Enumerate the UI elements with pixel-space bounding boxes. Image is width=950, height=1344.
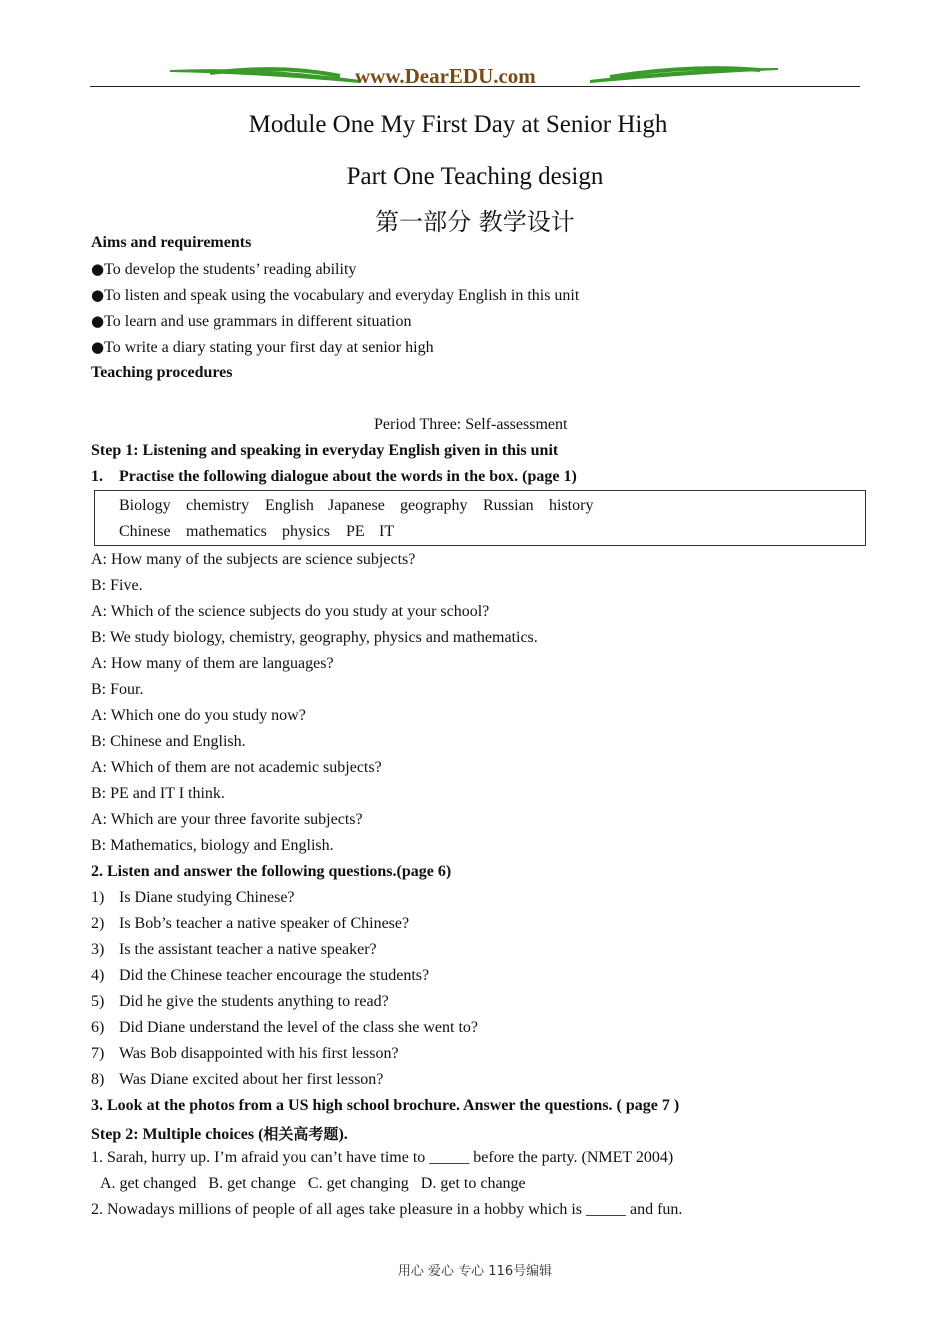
question-item: 7) Was Bob disappointed with his first lesson? <box>91 1045 399 1062</box>
question-item: 5) Did he give the students anything to read? <box>91 993 389 1010</box>
dialogue-line: B: PE and IT I think. <box>91 785 225 802</box>
bullet-icon: ● <box>91 312 105 330</box>
header-logo-text[interactable]: www.DearEDU.com <box>355 64 536 88</box>
question-item: 3) Is the assistant teacher a native speaker? <box>91 941 377 958</box>
subject-word: mathematics <box>186 523 267 540</box>
subject-word: geography <box>400 497 468 514</box>
page-title: Module One My First Day at Senior High <box>248 111 668 138</box>
dialogue-line: A: Which are your three favorite subjects? <box>91 811 363 828</box>
dialogue-line: A: Which of the science subjects do you study at your school? <box>91 603 490 620</box>
page-subtitle-cn: 第一部分 教学设计 <box>375 208 575 236</box>
subject-word: Biology <box>119 497 171 514</box>
step2-heading: Step 2: Multiple choices (相关高考题). <box>91 1125 348 1143</box>
period-title: Period Three: Self-assessment <box>374 416 568 433</box>
procedures-heading: Teaching procedures <box>91 364 233 381</box>
question-item: 4) Did the Chinese teacher encourage the students? <box>91 967 430 984</box>
dialogue-line: B: Four. <box>91 681 144 698</box>
bullet-icon: ● <box>91 338 105 356</box>
task3-heading: 3. Look at the photos from a US high school brochure. Answer the questions. ( page 7 ) <box>91 1097 680 1114</box>
dialogue-line: A: How many of them are languages? <box>91 655 334 672</box>
bullet-icon: ● <box>91 260 105 278</box>
subject-word: IT <box>379 523 395 540</box>
question-item: 6) Did Diane understand the level of the class she went to? <box>91 1019 478 1036</box>
subject-word: physics <box>282 523 330 540</box>
dialogue-line: A: Which of them are not academic subjects? <box>91 759 382 776</box>
dialogue-line: A: How many of the subjects are science subjects? <box>91 551 416 568</box>
subject-word: English <box>265 497 314 514</box>
aims-item: ●To develop the students’ reading ability <box>91 260 357 278</box>
question-item: 8) Was Diane excited about her first lesson? <box>91 1071 384 1088</box>
subject-word: Japanese <box>328 497 385 514</box>
bullet-icon: ● <box>91 286 105 304</box>
mc-question: 1. Sarah, hurry up. I’m afraid you can’t have time to _____ before the party. (NMET 2004) <box>91 1149 674 1166</box>
mc-options: A. get changed B. get change C. get changing D. get to change <box>100 1175 526 1192</box>
header-divider <box>90 86 860 87</box>
dialogue-line: A: Which one do you study now? <box>91 707 306 724</box>
dialogue-line: B: Mathematics, biology and English. <box>91 837 334 854</box>
dialogue-line: B: Five. <box>91 577 143 594</box>
task1-heading: 1. Practise the following dialogue about the words in the box. (page 1) <box>91 468 577 485</box>
subject-word: history <box>549 497 594 514</box>
aims-item: ●To write a diary stating your first day at senior high <box>91 338 434 356</box>
aims-item: ●To listen and speak using the vocabulary and everyday English in this unit <box>91 286 580 304</box>
page-subtitle: Part One Teaching design <box>346 163 604 190</box>
question-item: 1) Is Diane studying Chinese? <box>91 889 295 906</box>
task2-heading: 2. Listen and answer the following questions.(page 6) <box>91 863 452 880</box>
aims-heading: Aims and requirements <box>91 234 252 251</box>
question-item: 2) Is Bob’s teacher a native speaker of Chinese? <box>91 915 410 932</box>
page-footer: 用心 爱心 专心 116号编辑 <box>397 1264 553 1279</box>
dialogue-line: B: We study biology, chemistry, geography, physics and mathematics. <box>91 629 538 646</box>
subject-word: PE <box>346 523 365 540</box>
subject-word: Chinese <box>119 523 171 540</box>
dialogue-line: B: Chinese and English. <box>91 733 246 750</box>
subject-word: chemistry <box>186 497 250 514</box>
mc-question: 2. Nowadays millions of people of all ages take pleasure in a hobby which is _____ and fun. <box>91 1201 683 1218</box>
subjects-box <box>94 490 866 546</box>
step1-heading: Step 1: Listening and speaking in everyday English given in this unit <box>91 442 559 459</box>
subject-word: Russian <box>483 497 534 514</box>
aims-item: ●To learn and use grammars in different situation <box>91 312 412 330</box>
